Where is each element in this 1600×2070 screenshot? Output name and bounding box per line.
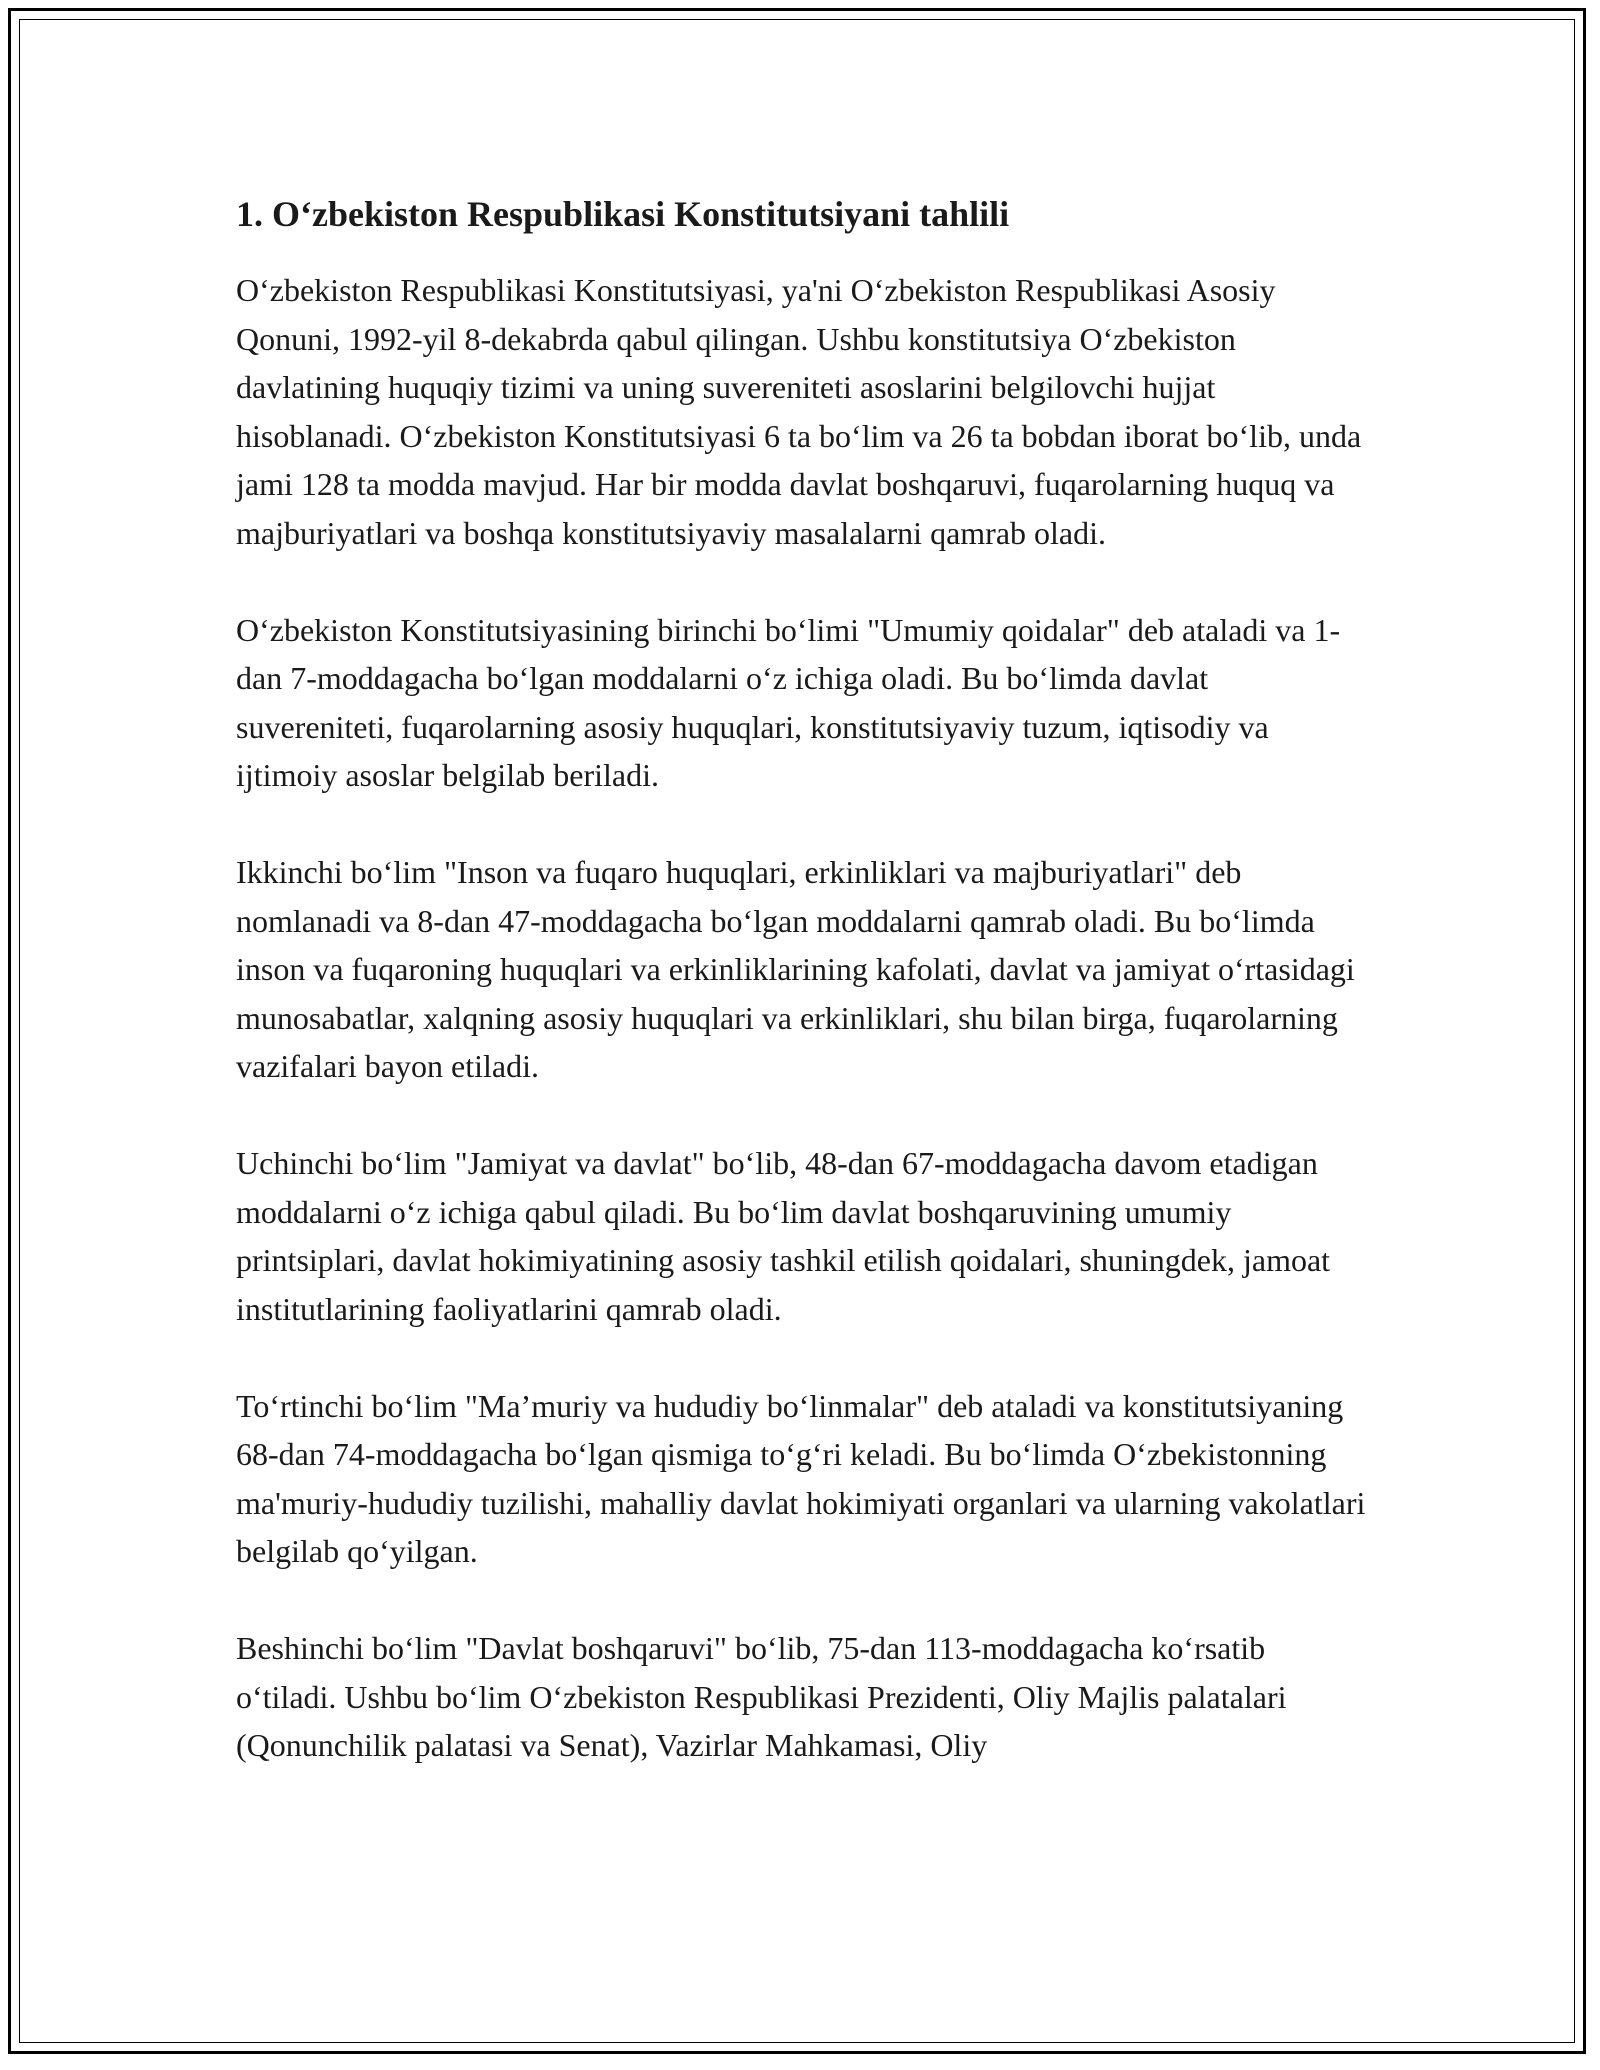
paragraph-section-3: Uchinchi bo‘lim "Jamiyat va davlat" bo‘lib, 48-dan 67-moddagacha davom etadigan moddalarni o‘z ichiga qabul qiladi. Bu bo‘lim davlat boshqaruvining umumiy printsiplari, davlat hokimiyatining asosiy tashkil etilish qoidalari, shuningdek, jamoat institutlarining faoliyatlarini qamrab oladi. <box>236 1145 1331 1327</box>
section-heading: 1. O‘zbekiston Respublikasi Konstitutsiyani tahlili <box>236 194 1010 234</box>
paragraph-intro: O‘zbekiston Respublikasi Konstitutsiyasi, ya'ni O‘zbekiston Respublikasi Asosiy Qonuni, 1992-yil 8-dekabrda qabul qilingan. Ushbu konstitutsiya O‘zbekiston davlatining huquqiy tizimi va uning suvereniteti asoslarini belgilovchi hujjat hisoblanadi. O‘zbekiston Konstitutsiyasi 6 ta bo‘lim va 26 ta bobdan iborat bo‘lib, unda jami 128 ta modda mavjud. Har bir modda davlat boshqaruvi, fuqarolarning huquq va majburiyatlari va boshqa konstitutsiyaviy masalalarni qamrab oladi. <box>236 272 1362 551</box>
paragraph-section-5: Beshinchi bo‘lim "Davlat boshqaruvi" bo‘lib, 75-dan 113-moddagacha ko‘rsatib o‘tiladi. Ushbu bo‘lim O‘zbekiston Respublikasi Prezidenti, Oliy Majlis palatalari (Qonunchilik palatasi va Senat), Vazirlar Mahkamasi, Oliy <box>236 1630 1287 1763</box>
paragraph-section-1: O‘zbekiston Konstitutsiyasining birinchi bo‘limi "Umumiy qoidalar" deb ataladi va 1-dan 7-moddagacha bo‘lgan moddalarni o‘z ichiga oladi. Bu bo‘limda davlat suvereniteti, fuqarolarning asosiy huquqlari, konstitutsiyaviy tuzum, iqtisodiy va ijtimoiy asoslar belgilab beriladi. <box>236 611 1341 793</box>
paragraph-section-2: Ikkinchi bo‘lim "Inson va fuqaro huquqlari, erkinliklari va majburiyatlari" deb nomlanadi va 8-dan 47-moddagacha bo‘lgan moddalarni qamrab oladi. Bu bo‘limda inson va fuqaroning huquqlari va erkinliklarining kafolati, davlat va jamiyat o‘rtasidagi munosabatlar, xalqning asosiy huquqlari va erkinliklari, shu bilan birga, fuqarolarning vazifalari bayon etiladi. <box>236 854 1355 1084</box>
paragraph-section-4: To‘rtinchi bo‘lim "Ma’muriy va hududiy bo‘linmalar" deb ataladi va konstitutsiyaning 68-dan 74-moddagacha bo‘lgan qismiga to‘g‘ri keladi. Bu bo‘limda O‘zbekistonning ma'muriy-hududiy tuzilishi, mahalliy davlat hokimiyati organlari va ularning vakolatlari belgilab qo‘yilgan. <box>236 1387 1366 1569</box>
document-body <box>236 188 1366 1818</box>
